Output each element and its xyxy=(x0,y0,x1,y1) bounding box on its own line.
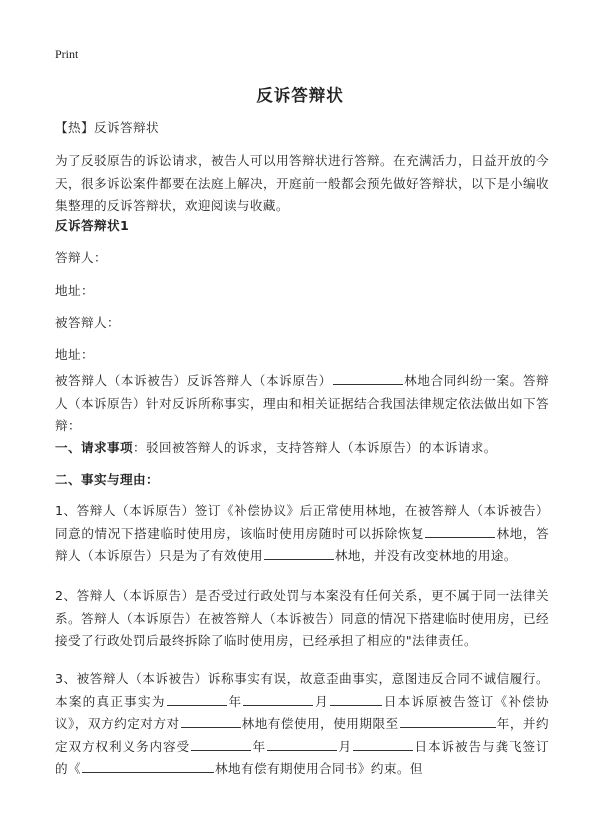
intro-paragraph: 为了反驳原告的诉讼请求，被告人可以用答辩状进行答辩。在充满活力，日益开放的今天，很多诉讼案件都要在法庭上解决，开庭前一般都会预先做好答辩状，以下是小编收集整理的反诉答辩状，欢迎阅读与收藏。 xyxy=(55,153,549,213)
blank-line xyxy=(167,691,227,706)
blank-line xyxy=(330,691,382,706)
text: 日本诉原被告签订《补偿协议》，双方约定对方对 xyxy=(55,693,549,731)
answer-paragraph xyxy=(55,370,549,438)
blank-line xyxy=(353,736,413,751)
claims-paragraph xyxy=(55,437,549,460)
blank-line xyxy=(267,736,337,751)
blank-line xyxy=(333,370,403,385)
text: 月 xyxy=(314,693,329,709)
text: 林地，答辩人（本诉原告）只是为了有效使用 xyxy=(55,525,549,563)
print-link[interactable]: Print xyxy=(55,47,79,61)
text: 林地有偿使用，使用期限至 xyxy=(241,716,399,731)
facts-point: 2、答辩人（本诉原告）是否受过行政处罚与本案没有任何关系，更不属于同一法律关系。答辩人（本诉原告）在被答辩人（本诉被告）同意的情况下搭建临时使用房，已经接受了行政处罚后最终拆除了临时使用房，已经承担了相应的"法律责任。 xyxy=(55,588,549,648)
document-title: 反诉答辩状 xyxy=(256,86,344,105)
text: 3、被答辩人（本诉被告）诉称事实有误，故意歪曲事实，意图违反合同不诚信履行。本案的真正事实为 xyxy=(55,671,549,709)
text: 日本诉被告与龚飞签订的《 xyxy=(55,738,550,776)
blank-line xyxy=(400,713,496,728)
field-address: 地址： xyxy=(55,347,94,362)
facts-point xyxy=(55,668,549,781)
blank-line xyxy=(82,758,214,773)
blank-line xyxy=(264,545,334,560)
text: 年 xyxy=(227,693,243,709)
blank-line xyxy=(243,691,313,706)
text: 林地，并没有改变林地的用途。 xyxy=(334,548,517,563)
text: 林地有偿有期使用合同书》约束。但 xyxy=(215,761,423,776)
document-tag: 【热】反诉答辩状 xyxy=(55,120,159,135)
facts-point xyxy=(55,500,549,568)
text: 林地合同纠纷一案。答辩人（本诉原告）针对反诉所称事实，理由和相关证据结合我国法律规定依法做出如下答辩： xyxy=(55,373,549,433)
blank-line xyxy=(191,736,251,751)
blank-line xyxy=(425,523,495,538)
text: 年 xyxy=(252,738,267,754)
text: 被答辩人（本诉被告）反诉答辩人（本诉原告） xyxy=(55,373,332,388)
text: 月 xyxy=(338,738,353,754)
claims-text: ：驳回被答辩人的诉求，支持答辩人（本诉原告）的本诉请求。 xyxy=(132,440,497,455)
facts-heading: 二、事实与理由： xyxy=(55,472,159,487)
field-defendant: 被答辩人： xyxy=(55,315,120,330)
claims-heading: 一、请求事项 xyxy=(55,440,133,455)
text: 1、答辩人（本诉原告）签订《补偿协议》后正常使用林地，在被答辩人（本诉被告）同意的情况下搭建临时使用房，该临时使用房随时可以拆除恢复 xyxy=(55,503,549,541)
section-title: 反诉答辩状1 xyxy=(55,218,130,233)
field-respondent: 答辩人： xyxy=(55,250,107,265)
blank-line xyxy=(181,713,241,728)
field-address: 地址： xyxy=(55,283,94,298)
text: 年，并约定双方权利义务内容受 xyxy=(55,716,549,754)
